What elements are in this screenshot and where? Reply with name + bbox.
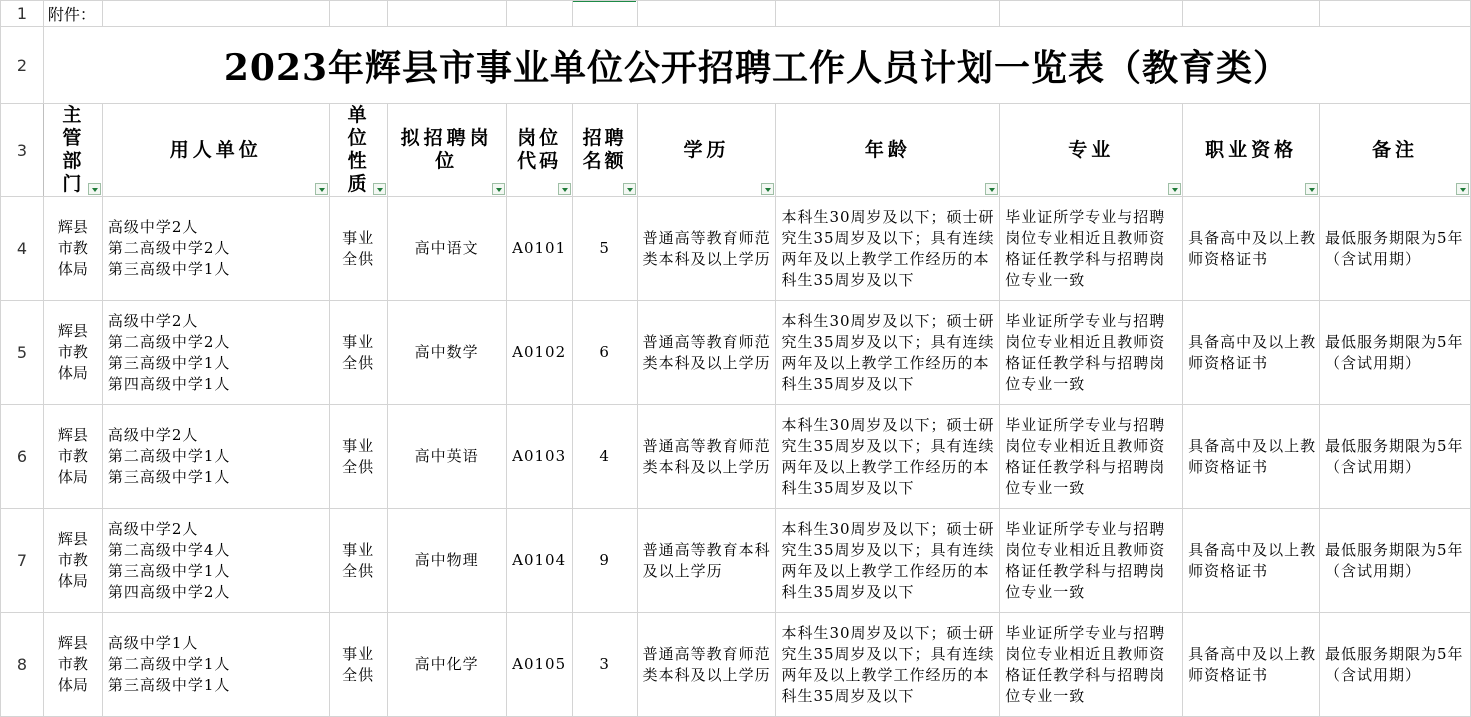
- header-age-label: 年龄: [864, 138, 911, 161]
- table-row: [1, 613, 1471, 717]
- filter-dropdown-icon[interactable]: [1168, 183, 1181, 195]
- cell-remark[interactable]: 最低服务期限为5年（含试用期）: [1320, 405, 1471, 509]
- cell-empty[interactable]: [1183, 1, 1320, 27]
- cell-unit[interactable]: 高级中学2人 第二高级中学1人 第三高级中学1人: [102, 405, 329, 509]
- row-header-5[interactable]: 5: [1, 301, 44, 405]
- cell-count[interactable]: 6: [572, 301, 637, 405]
- cell-unit[interactable]: 高级中学1人 第二高级中学1人 第三高级中学1人: [102, 613, 329, 717]
- header-dept-label: 主管部门: [62, 104, 84, 195]
- cell-age[interactable]: 本科生30周岁及以下；硕士研究生35周岁及以下；具有连续两年及以上教学工作经历的本科生35周岁及以下: [776, 509, 1000, 613]
- header-education-label: 学历: [683, 138, 730, 161]
- header-remark-label: 备注: [1372, 138, 1419, 161]
- cell-post[interactable]: 高中物理: [387, 509, 506, 613]
- filter-dropdown-icon[interactable]: [558, 183, 571, 195]
- cell-dept[interactable]: [43, 613, 102, 717]
- filter-dropdown-icon[interactable]: [623, 183, 636, 195]
- header-qualification[interactable]: [1183, 104, 1320, 197]
- cell-dept[interactable]: [43, 301, 102, 405]
- header-remark[interactable]: [1320, 104, 1471, 197]
- cell-code[interactable]: A0104: [506, 509, 572, 613]
- dept-text: 辉县市教体局: [57, 218, 88, 278]
- cell-major[interactable]: 毕业证所学专业与招聘岗位专业相近且教师资格证任教学科与招聘岗位专业一致: [1000, 405, 1183, 509]
- header-major[interactable]: [1000, 104, 1183, 197]
- cell-empty[interactable]: [637, 1, 776, 27]
- nature-text: 事业全供: [342, 644, 375, 684]
- nature-text: 事业全供: [342, 332, 375, 372]
- row-header-6[interactable]: 6: [1, 405, 44, 509]
- cell-code[interactable]: A0102: [506, 301, 572, 405]
- cell-empty[interactable]: [506, 1, 572, 27]
- cell-unit[interactable]: 高级中学2人 第二高级中学2人 第三高级中学1人 第四高级中学1人: [102, 301, 329, 405]
- row-header-4[interactable]: 4: [1, 197, 44, 301]
- dept-text: 辉县市教体局: [57, 634, 88, 694]
- cell-unit[interactable]: 高级中学2人 第二高级中学2人 第三高级中学1人: [102, 197, 329, 301]
- cell-age[interactable]: 本科生30周岁及以下；硕士研究生35周岁及以下；具有连续两年及以上教学工作经历的本科生35周岁及以下: [776, 301, 1000, 405]
- sheet-title[interactable]: 2023年辉县市事业单位公开招聘工作人员计划一览表（教育类）: [43, 27, 1470, 104]
- filter-dropdown-icon[interactable]: [1456, 183, 1469, 195]
- cell-dept[interactable]: [43, 197, 102, 301]
- header-post[interactable]: [387, 104, 506, 197]
- filter-dropdown-icon[interactable]: [315, 183, 328, 195]
- cell-count[interactable]: 9: [572, 509, 637, 613]
- cell-remark[interactable]: 最低服务期限为5年（含试用期）: [1320, 197, 1471, 301]
- cell-age[interactable]: 本科生30周岁及以下；硕士研究生35周岁及以下；具有连续两年及以上教学工作经历的本科生35周岁及以下: [776, 405, 1000, 509]
- header-code-label: 岗位代码: [517, 127, 562, 172]
- cell-code[interactable]: A0103: [506, 405, 572, 509]
- cell-remark[interactable]: 最低服务期限为5年（含试用期）: [1320, 613, 1471, 717]
- row-header-1[interactable]: 1: [1, 1, 44, 27]
- cell-major[interactable]: 毕业证所学专业与招聘岗位专业相近且教师资格证任教学科与招聘岗位专业一致: [1000, 613, 1183, 717]
- cell-empty[interactable]: [572, 1, 637, 27]
- cell-post[interactable]: 高中数学: [387, 301, 506, 405]
- cell-post[interactable]: 高中语文: [387, 197, 506, 301]
- cell-age[interactable]: 本科生30周岁及以下；硕士研究生35周岁及以下；具有连续两年及以上教学工作经历的本科生35周岁及以下: [776, 197, 1000, 301]
- cell-remark[interactable]: 最低服务期限为5年（含试用期）: [1320, 301, 1471, 405]
- header-age[interactable]: [776, 104, 1000, 197]
- cell-post[interactable]: 高中英语: [387, 405, 506, 509]
- table-row: [1, 197, 1471, 301]
- filter-dropdown-icon[interactable]: [985, 183, 998, 195]
- nature-text: 事业全供: [342, 540, 375, 580]
- cell-count[interactable]: 3: [572, 613, 637, 717]
- header-post-label: 拟招聘岗位: [400, 127, 493, 172]
- cell-post[interactable]: 高中化学: [387, 613, 506, 717]
- cell-code[interactable]: A0105: [506, 613, 572, 717]
- row-header-3[interactable]: 3: [1, 104, 44, 197]
- cell-education[interactable]: 普通高等教育师范类本科及以上学历: [637, 301, 776, 405]
- table-row: [1, 301, 1471, 405]
- dept-text: 辉县市教体局: [57, 530, 88, 590]
- nature-text: 事业全供: [342, 228, 375, 268]
- attachment-label[interactable]: 附件：: [43, 1, 102, 27]
- cell-qualification[interactable]: 具备高中及以上教师资格证书: [1183, 613, 1320, 717]
- header-count-label: 招聘名额: [582, 127, 627, 172]
- cell-empty[interactable]: [1000, 1, 1183, 27]
- table-row: [1, 405, 1471, 509]
- cell-education[interactable]: 普通高等教育师范类本科及以上学历: [637, 197, 776, 301]
- header-major-label: 专业: [1068, 138, 1115, 161]
- cell-major[interactable]: 毕业证所学专业与招聘岗位专业相近且教师资格证任教学科与招聘岗位专业一致: [1000, 197, 1183, 301]
- header-nature[interactable]: [329, 104, 387, 197]
- cell-code[interactable]: A0101: [506, 197, 572, 301]
- cell-dept[interactable]: [43, 509, 102, 613]
- table-row: [1, 509, 1471, 613]
- cell-major[interactable]: 毕业证所学专业与招聘岗位专业相近且教师资格证任教学科与招聘岗位专业一致: [1000, 301, 1183, 405]
- cell-empty[interactable]: [387, 1, 506, 27]
- cell-empty[interactable]: [776, 1, 1000, 27]
- cell-nature[interactable]: [329, 613, 387, 717]
- cell-major[interactable]: 毕业证所学专业与招聘岗位专业相近且教师资格证任教学科与招聘岗位专业一致: [1000, 509, 1183, 613]
- cell-empty[interactable]: [1320, 1, 1471, 27]
- row-header-2[interactable]: 2: [1, 27, 44, 104]
- cell-dept[interactable]: [43, 405, 102, 509]
- header-count[interactable]: [572, 104, 637, 197]
- header-unit[interactable]: [102, 104, 329, 197]
- dept-text: 辉县市教体局: [57, 426, 88, 486]
- row-header-8[interactable]: 8: [1, 613, 44, 717]
- cell-nature[interactable]: [329, 301, 387, 405]
- cell-nature[interactable]: [329, 405, 387, 509]
- cell-empty[interactable]: [329, 1, 387, 27]
- header-nature-label: 单位性质: [347, 104, 369, 195]
- header-dept[interactable]: [43, 104, 102, 197]
- cell-count[interactable]: 5: [572, 197, 637, 301]
- filter-dropdown-icon[interactable]: [761, 183, 774, 195]
- cell-unit[interactable]: 高级中学2人 第二高级中学4人 第三高级中学1人 第四高级中学2人: [102, 509, 329, 613]
- cell-count[interactable]: 4: [572, 405, 637, 509]
- cell-remark[interactable]: 最低服务期限为5年（含试用期）: [1320, 509, 1471, 613]
- cell-age[interactable]: 本科生30周岁及以下；硕士研究生35周岁及以下；具有连续两年及以上教学工作经历的本科生35周岁及以下: [776, 613, 1000, 717]
- filter-dropdown-icon[interactable]: [492, 183, 505, 195]
- cell-qualification[interactable]: 具备高中及以上教师资格证书: [1183, 509, 1320, 613]
- nature-text: 事业全供: [342, 436, 375, 476]
- header-education[interactable]: [637, 104, 776, 197]
- filter-dropdown-icon[interactable]: [373, 183, 386, 195]
- cell-education[interactable]: 普通高等教育师范类本科及以上学历: [637, 405, 776, 509]
- cell-education[interactable]: 普通高等教育本科及以上学历: [637, 509, 776, 613]
- dept-text: 辉县市教体局: [57, 322, 88, 382]
- header-code[interactable]: [506, 104, 572, 197]
- cell-education[interactable]: 普通高等教育师范类本科及以上学历: [637, 613, 776, 717]
- header-unit-label: 用人单位: [169, 138, 262, 161]
- cell-qualification[interactable]: 具备高中及以上教师资格证书: [1183, 405, 1320, 509]
- cell-qualification[interactable]: 具备高中及以上教师资格证书: [1183, 197, 1320, 301]
- cell-qualification[interactable]: 具备高中及以上教师资格证书: [1183, 301, 1320, 405]
- cell-empty[interactable]: [102, 1, 329, 27]
- cell-nature[interactable]: [329, 509, 387, 613]
- filter-dropdown-icon[interactable]: [1305, 183, 1318, 195]
- header-qualification-label: 职业资格: [1205, 138, 1298, 161]
- row-header-7[interactable]: 7: [1, 509, 44, 613]
- cell-nature[interactable]: [329, 197, 387, 301]
- filter-dropdown-icon[interactable]: [88, 183, 101, 195]
